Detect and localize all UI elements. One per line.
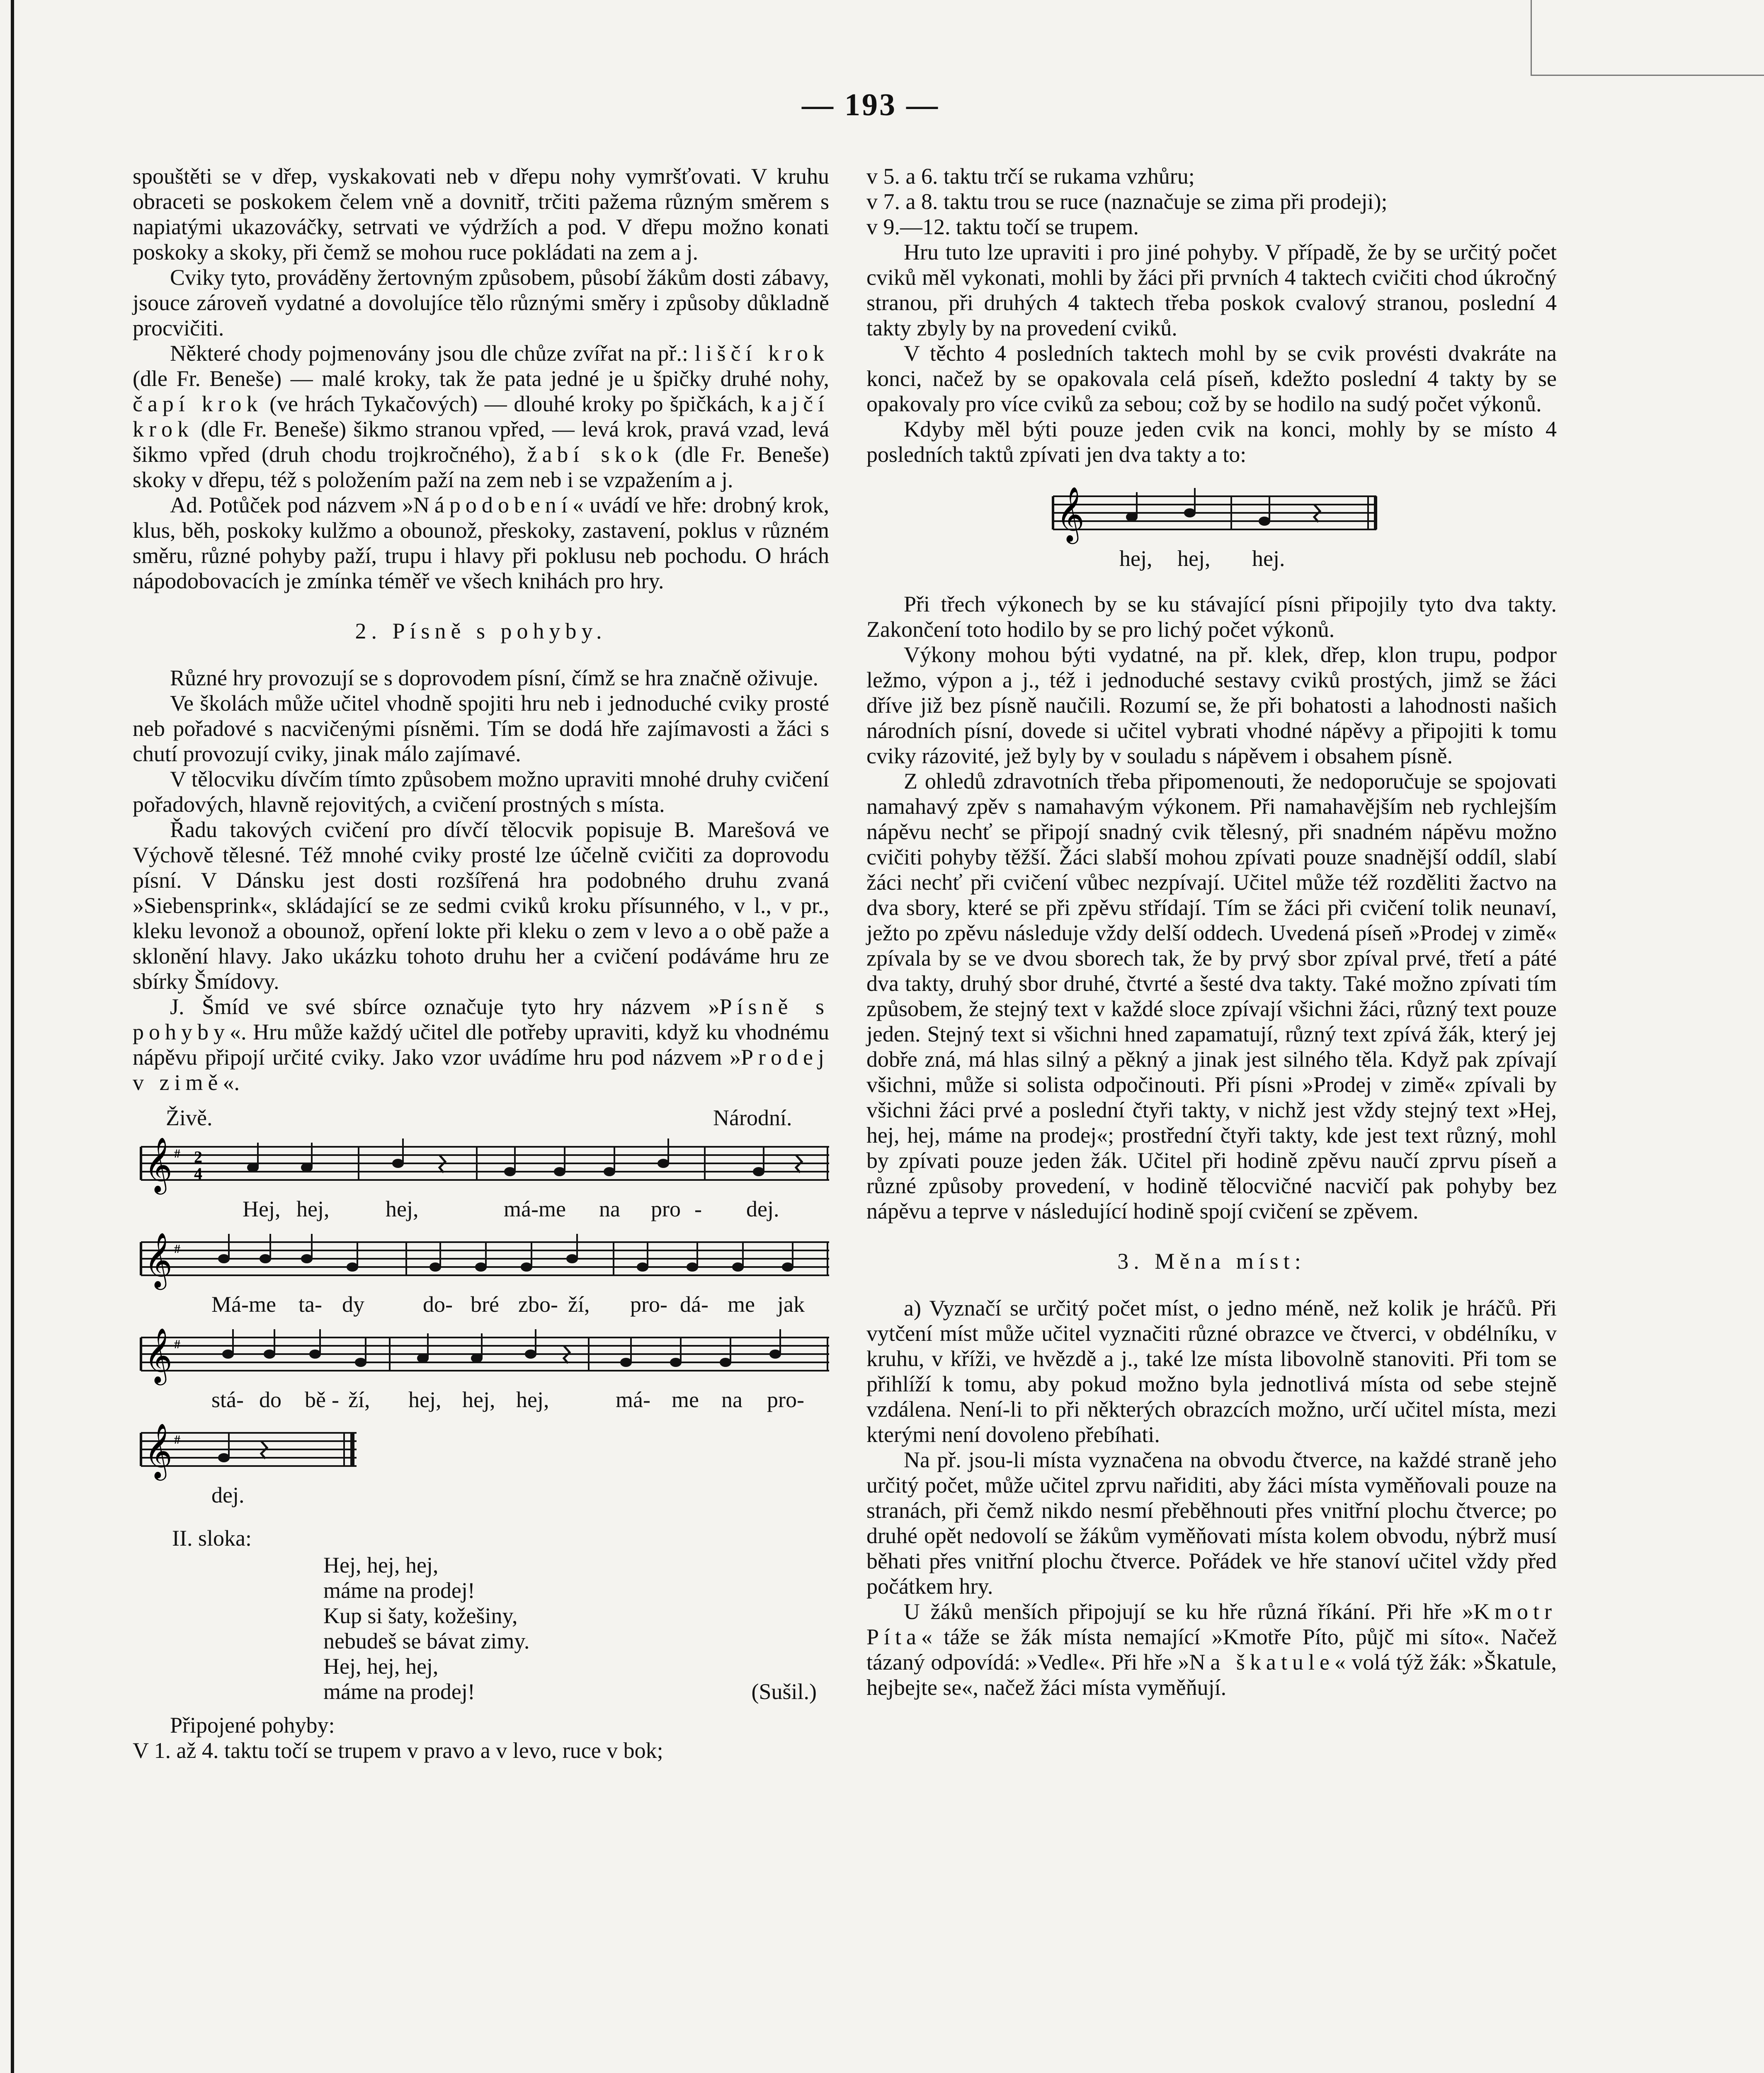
- paragraph-napodobeni: [133, 493, 829, 594]
- tempo-row: [133, 1105, 829, 1134]
- lyric-syllable: zbo-: [518, 1292, 558, 1317]
- section-heading-2: 2. Písně s pohyby.: [355, 619, 607, 643]
- movement-item: v 7. a 8. taktu trou se ruce (naznačuje se zima při prodeji);: [866, 189, 1388, 214]
- movement-item: V 1. až 4. taktu točí se trupem v pravo a v levo, ruce v bok;: [133, 1738, 663, 1763]
- stanza-author: (Sušil.): [751, 1679, 817, 1704]
- paragraph: Hru tuto lze upraviti i pro jiné pohyby. V případě, že by se určitý počet cviků měl vykonati, mohli by žáci při prvních 4 taktech cvičiti chod úkročný stranou, při druhých 4 taktech třeba poskok cvalový stranou, poslední 4 takty zbyly by na provedení cviků.: [866, 240, 1557, 340]
- stanza-line: Kup si šaty, kožešiny,: [323, 1603, 518, 1628]
- lyric-syllable: na: [599, 1197, 620, 1221]
- lyric-syllable: Má-me: [211, 1292, 276, 1317]
- lyric-syllable: dej.: [746, 1197, 779, 1221]
- lyric-syllable: ta-: [298, 1292, 322, 1317]
- staff-line-3: [133, 1325, 829, 1387]
- paragraph: Na př. jsou-li místa vyznačena na obvodu čtverce, na každé straně jeho určitý počet, může učitel zprvu nařiditi, aby žáci místa vyměňovali pouze na stranách, při čemž nikdo nesmí přeběhnouti přes vnitřní plochu čtverce; po druhé opět nedovolí se žákům vyměňovati místa kolem obvodu, nýbrž musí běhati přes vnitřní plochu čtverce. Pořádek ve hře stanoví učitel vždy před počátkem hry.: [866, 1447, 1557, 1599]
- movements-label: Připojené pohyby:: [170, 1713, 335, 1738]
- time-signature-bottom: 4: [194, 1164, 202, 1183]
- paragraph: a) Vyznačí se určitý počet míst, o jedno méně, než kolik je hráčů. Při vytčení míst může učitel vyznačiti různé obrazce ve čtverci, v obdélníku, v kruhu, v kříži, ve hvězdě a j., také lze místa libovolně stanoviti. Při tom se přihlíží k tomu, aby pokud možno byla jednotlivá místa od sebe stejně vzdálena. Není-li to při některých obrazcích možno, určí učitel místa, mezi kterými není dovoleno přebíhati.: [866, 1296, 1557, 1447]
- lyric-syllable: hej,: [296, 1197, 330, 1221]
- svg-text:#: #: [174, 1433, 180, 1447]
- scan-corner-mark: [1531, 0, 1764, 76]
- paragraph: Při třech výkonech by se ku stávající písni připojily tyto dva takty. Zakončení toto hodilo by se pro lichý počet výkonů.: [866, 592, 1557, 642]
- lyric-syllable: hej,: [408, 1387, 442, 1412]
- stanza-line: nebudeš se bávat zimy.: [323, 1629, 530, 1653]
- mini-music-score: [866, 484, 1557, 579]
- svg-text:𝄞: 𝄞: [144, 1328, 172, 1383]
- svg-text:𝄞: 𝄞: [144, 1137, 172, 1192]
- text-run: (dle Fr. Beneše) skoky v dřepu, též s položením paží na zem neb i se vzpažením a j.: [133, 442, 830, 492]
- origin-label: Národní.: [713, 1105, 792, 1130]
- mini-lyrics: [866, 546, 1557, 579]
- term-na-skatule: Na škatule: [1189, 1650, 1335, 1675]
- time-signature-top: 2: [194, 1148, 202, 1166]
- paragraph: spouštěti se v dřep, vyskakovati neb v dřepu nohy vymršťovati. V kruhu obraceti se poskokem čelem vně a dovnitř, trčiti pažema různým směrem s napiatými ukazováčky, setrvati ve výdržích a pod. V dřepu možno konati poskoky a skoky, při čemž se mohou ruce pokládati na zem a j.: [133, 164, 829, 265]
- term-zabi-skok: žabí skok: [527, 442, 663, 467]
- lyric-syllable: me: [728, 1292, 755, 1317]
- paragraph: V těchto 4 posledních taktech mohl by se cvik provésti dvakráte na konci, načež by se opakovala celá píseň, kdežto poslední 4 takty by se opakovaly pro více cviků za sebou; což by se hodilo na sudý počet výkonů.: [866, 341, 1557, 416]
- term-pisne-s-pohyby: Písně s pohyby: [133, 994, 829, 1044]
- stanza-line: máme na prodej!: [323, 1578, 475, 1603]
- term-capi-krok: čapí krok: [133, 391, 263, 416]
- staff-line-1: [133, 1134, 829, 1197]
- text-run: J. Šmíd ve své sbírce označuje tyto hry názvem »: [170, 994, 720, 1019]
- music-score: [133, 1105, 829, 1516]
- svg-text:#: #: [174, 1147, 180, 1160]
- lyric-syllable: Hej,: [243, 1197, 281, 1221]
- lyric-syllable: pro-: [767, 1387, 804, 1412]
- lyric-syllable: hej,: [462, 1387, 495, 1412]
- lyrics-line-3: [133, 1387, 829, 1420]
- staff-line-2: [133, 1230, 829, 1292]
- lyric-syllable: ží,: [348, 1387, 370, 1412]
- term-kmotr-pita: Kmotr Píta: [866, 1599, 1557, 1649]
- svg-text:𝄞: 𝄞: [1056, 486, 1085, 542]
- lyric-syllable: na: [721, 1387, 742, 1412]
- text-run: Některé chody pojmenovány jsou dle chůze zvířat na př.:: [170, 341, 695, 366]
- paragraph: Cviky tyto, prováděny žertovným způsobem, působí žákům dosti zábavy, jsouce zároveň vydatné a dovolujíce tělo různými směry i způsoby důkladně procvičiti.: [133, 265, 829, 340]
- lyric-syllable: dy: [342, 1292, 364, 1317]
- paragraph: Různé hry provozují se s doprovodem písní, čímž se hra značně oživuje.: [170, 665, 819, 690]
- section-heading-3: 3. Měna míst:: [1117, 1249, 1306, 1274]
- paragraph: Z ohledů zdravotních třeba připomenouti, že nedoporučuje se spojovati namahavý zpěv s namahavým výkonem. Při namahavějším neb rychlejším nápěvu nechť se připojí snadný cvik tělesný, při snadném nápěvu možno cvičiti pohyby těžší. Žáci slabší mohou zpívati pouze snadnější oddíl, slabí žáci nechť při cvičení vůbec nezpívají. Učitel může též rozděliti žactvo na dva sbory, které se při zpěvu střídají. Tím se žáci při cvičení tolik neunaví, ježto po zpěvu následuje vždy delší oddech. Uvedená píseň »Prodej v zimě« zpívala by se ve dvou sborech tak, že by prvý sbor zpíval prvé, třetí a páté dva takty, druhý sbor druhé, čtvrté a šesté dva takty. Také možno zpívati tím způsobem, že stejný text v každé sloce zpívají všichni žáci, různý text pouze jeden. Stejný text si všichni hned zapamatují, různý text zpívá žák, který jej dobře zná, má hlas silný a pěkný a jinak jest silného těla. Když pak zpívají všichni, může si solista odpočinouti. Při písni »Prodej v zimě« zpívali by všichni žáci prvé a poslední čtyři takty, v nichž jest vždy stejný text »Hej, hej, hej, máme na prodej«; prostřední čtyři takty, kde jest text různý, mohl by zpívati pouze jeden žák. Učitel při hodině zpěvu naučí zprvu píseň a různé způsoby provedení, v hodině tělocvičné nacvičí pak pohyby bez nápěvu a teprve v následující hodině spojí cvičení se zpěvem.: [866, 769, 1557, 1223]
- paragraph: V tělocviku dívčím tímto způsobem možno upraviti mnohé druhy cvičení pořadových, hlavně rejovitých, a cvičení prostných s místa.: [133, 767, 829, 817]
- stanza-line: Hej, hej, hej,: [323, 1553, 439, 1578]
- lyric-syllable: hej.: [1252, 546, 1285, 571]
- lyric-syllable: do-: [423, 1292, 453, 1317]
- page-number: — 193 —: [802, 87, 939, 122]
- movement-item: v 5. a 6. taktu trčí se rukama vzhůru;: [866, 164, 1195, 189]
- text-run: « volá týž žák: »Škatule, hejbejte se«, načež žáci místa vyměňují.: [866, 1650, 1557, 1700]
- svg-text:#: #: [174, 1337, 180, 1351]
- lyric-syllable: pro: [651, 1197, 681, 1221]
- lyric-syllable: pro-: [630, 1292, 667, 1317]
- stanza-line: Hej, hej, hej,: [323, 1654, 439, 1679]
- paragraph-smid: [133, 994, 829, 1095]
- text-run: « táže se žák místa nemající »Kmotře Píto, půjč mi síto«. Načež tázaný odpovídá: »Vedle«. Při hře »: [866, 1624, 1557, 1675]
- lyric-syllable: hej,: [1119, 546, 1153, 571]
- lyric-syllable: hej,: [386, 1197, 419, 1221]
- tempo-marking: Živě.: [166, 1105, 213, 1130]
- lyric-syllable: dej.: [211, 1483, 245, 1507]
- term-prodej-v-zime: Prodej v zimě: [133, 1045, 829, 1095]
- lyric-syllable: ží,: [568, 1292, 590, 1317]
- text-run: (dle Fr. Beneše) šikmo stranou vpřed, — levá krok, pravá vzad, levá šikmo vpřed (druh chodu trojkročného),: [133, 417, 829, 467]
- movement-item: v 9.—12. taktu točí se trupem.: [866, 214, 1139, 239]
- lyric-syllable: bré: [471, 1292, 499, 1317]
- second-stanza: [133, 1526, 829, 1704]
- text-run: «. Hru může každý učitel dle potřeby upraviti, když ku vhodnému nápěvu připojí určité cviky. Jako vzor uvádíme hru pod názvem »: [133, 1020, 829, 1070]
- text-run: (ve hrách Tykačových) — dlouhé kroky po špičkách,: [262, 391, 761, 416]
- stanza-label: II. sloka:: [172, 1526, 252, 1551]
- paragraph: Ve školách může učitel vhodně spojiti hru neb i jednoduché cviky prosté neb pořadové s nacvičenými písněmi. Tím se dodá hře zajímavosti a žáci s chutí provozují cviky, jinak málo zajímavé.: [133, 691, 829, 766]
- right-column: [866, 164, 1557, 1700]
- lyric-syllable: bě: [305, 1387, 326, 1412]
- term-kajci-krok: kajčí krok: [133, 391, 829, 442]
- lyrics-line-4: [133, 1483, 829, 1516]
- svg-text:#: #: [174, 1242, 180, 1256]
- lyric-syllable: má-: [616, 1387, 650, 1412]
- left-column: [133, 164, 829, 1763]
- lyric-syllable: -: [332, 1387, 339, 1412]
- paragraph-animal-walks: [133, 341, 829, 493]
- stanza-line: máme na prodej!: [323, 1679, 475, 1704]
- lyric-syllable: dá-: [680, 1292, 709, 1317]
- svg-text:𝄞: 𝄞: [144, 1232, 172, 1288]
- lyric-syllable: hej,: [516, 1387, 549, 1412]
- term-lisci-krok: liščí krok: [694, 341, 829, 366]
- mini-staff: [866, 484, 1557, 546]
- staff-line-4: [133, 1420, 365, 1483]
- text-run: U žáků menších připojují se ku hře různá říkání. Při hře »: [904, 1599, 1473, 1624]
- text-run: (dle Fr. Beneše) — malé kroky, tak že pata jedné je u špičky druhé nohy,: [133, 366, 829, 391]
- lyric-syllable: me: [672, 1387, 699, 1412]
- svg-text:𝄞: 𝄞: [144, 1423, 172, 1478]
- paragraph: Řadu takových cvičení pro dívčí tělocvik popisuje B. Marešová ve Výchově tělesné. Též mnohé cviky prosté lze účelně cvičiti za doprovodu písní. V Dánsku jest dosti rozšířená hra podobného druhu zvaná »Siebensprink«, skládající se ze sedmi cviků kroku přísunného, v l., v pr., kleku levonož a obounož, opření lokte při kleku o zem v levo a o obě paže a sklonění hlavy. Jako ukázku tohoto druhu her a cvičení podáváme hru ze sbírky Šmídovy.: [133, 817, 829, 994]
- lyric-syllable: má-me: [504, 1197, 566, 1221]
- text-run: « uvádí ve hře: drobný krok, klus, běh, poskoky kulžmo a obounož, přeskoky, zastavení, poklus v různém směru, různé pohyby paží, trupu i hlavy při poklusu neb pochodu. O hrách nápodobovacích je zmínka téměř ve všech knihách pro hry.: [133, 493, 830, 593]
- lyric-syllable: -: [694, 1197, 702, 1221]
- paragraph: Výkony mohou býti vydatné, na př. klek, dřep, klon trupu, podpor ležmo, výpon a j., též i jednoduché sestavy cviků prostých, jimž se žáci dříve již bez písně naučili. Rozumí se, že při bohatosti a lahodnosti našich národních písní, dovede si učitel vybrati vhodné nápěvy a připojiti k tomu cviky rázovité, jež byly by v souladu s nápěvem i obsahem písně.: [866, 642, 1557, 768]
- lyrics-line-2: [133, 1292, 829, 1325]
- text-run: Ad. Potůček pod názvem »: [170, 493, 413, 517]
- paragraph: Kdyby měl býti pouze jeden cvik na konci, mohly by se místo 4 posledních taktů zpívati jen dva takty a to:: [866, 417, 1557, 467]
- lyric-syllable: hej,: [1177, 546, 1211, 571]
- lyric-syllable: do: [259, 1387, 281, 1412]
- paragraph-games-rhymes: [866, 1599, 1557, 1700]
- lyrics-line-1: [133, 1197, 829, 1230]
- term-napodobeni: Nápodobení: [413, 493, 573, 517]
- lyric-syllable: stá-: [211, 1387, 244, 1412]
- lyric-syllable: jak: [777, 1292, 805, 1317]
- text-run: «.: [223, 1070, 240, 1095]
